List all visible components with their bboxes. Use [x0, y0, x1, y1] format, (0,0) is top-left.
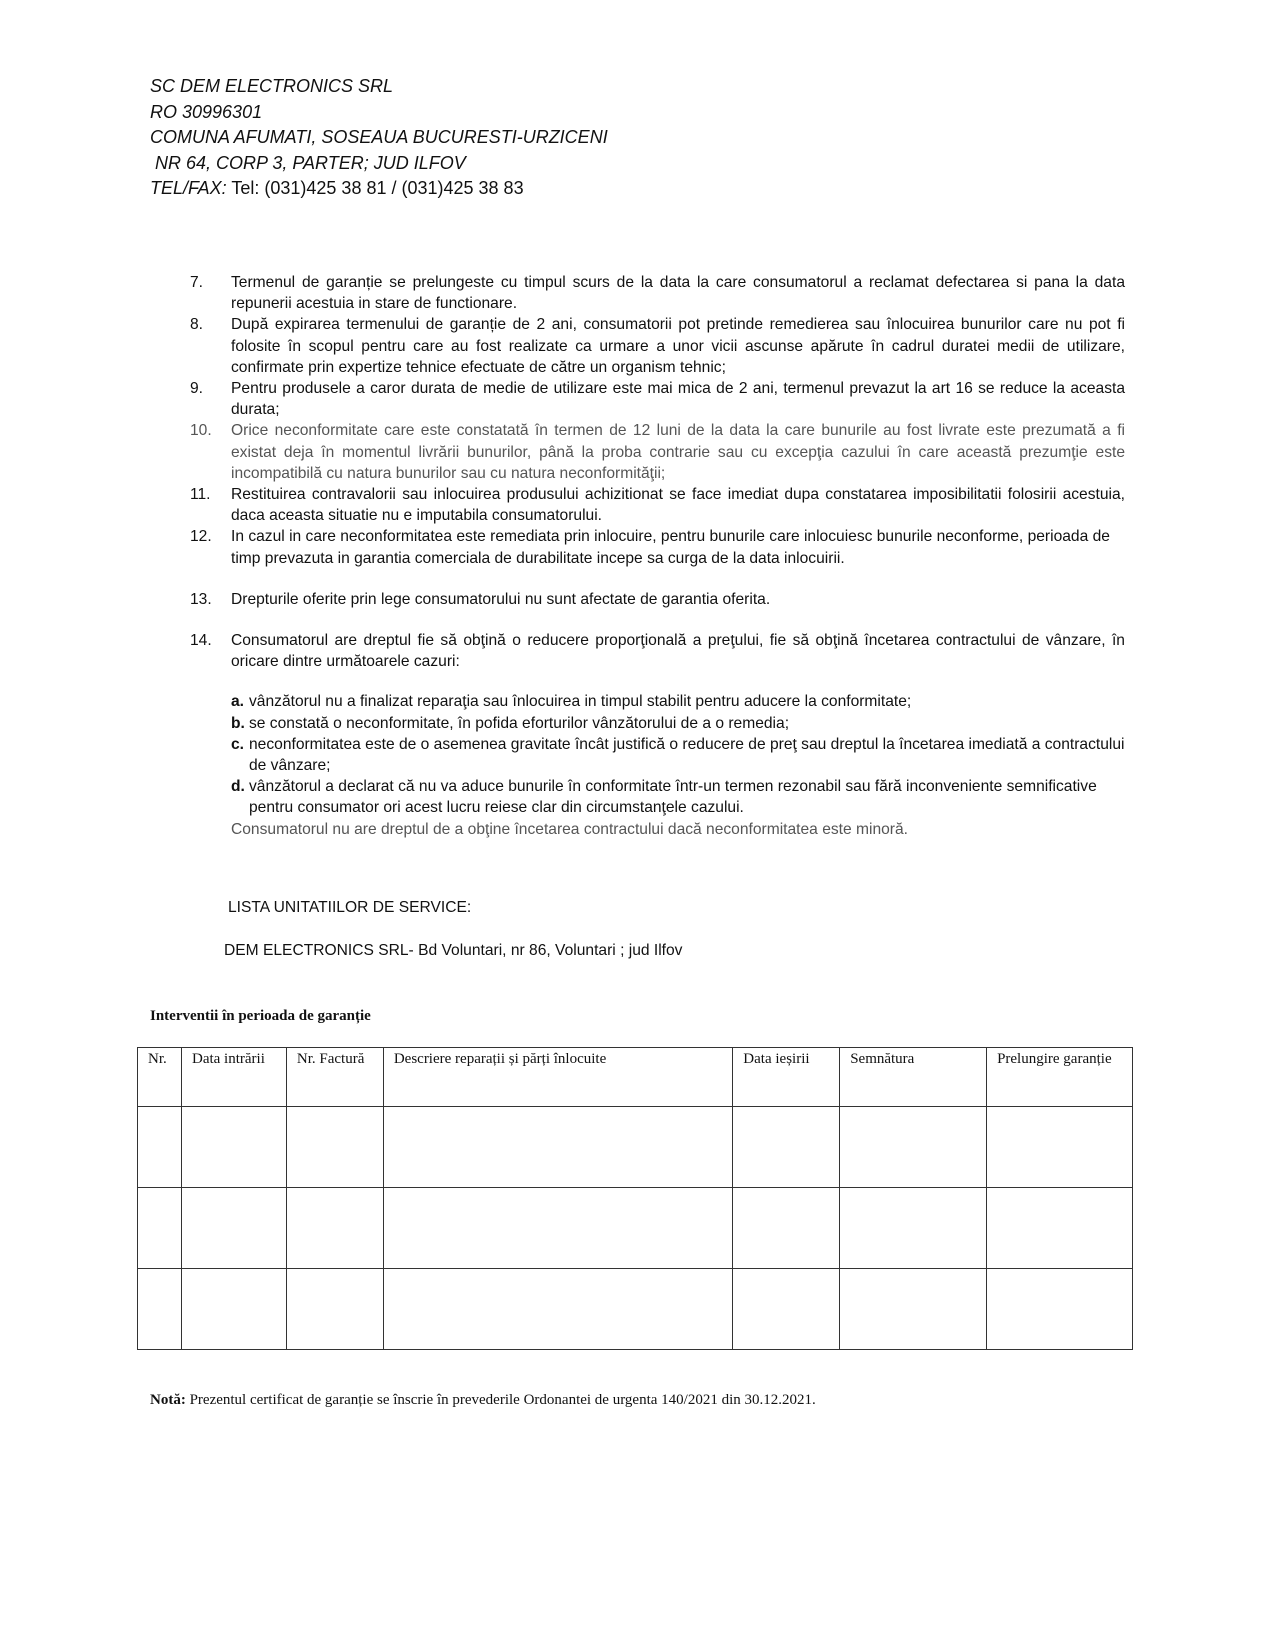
table-cell	[840, 1107, 987, 1188]
term-text: Restituirea contravalorii sau inlocuirea produsului achizitionat se face imediat dupa constatarea imposibilitatii folosirii acestuia, daca aceasta situatie nu e imputabila consumatorului.	[231, 486, 1125, 525]
term-text: In cazul in care neconformitatea este remediata prin inlocuire, pentru bunurile care inlocuiesc bunurile neconforme, perioada de timp prevazuta in garantia comerciala de durabilitate incepe sa curga de la data inlocuirii.	[231, 528, 1110, 567]
term-text: Orice neconformitate care este constatată în termen de 12 luni de la data la care bunurile au fost livrate este prezumată a fi existat deja în momentul livrării bunurilor, până la proba contrarie sau cu excepţia cazului în care această prezumţie este incompatibilă cu natura bunurilor sau cu natura neconformităţii;	[231, 422, 1125, 482]
subitem-text: neconformitatea este de o asemenea gravitate încât justifică o reducere de preţ sau dreptul la încetarea imediată a contractului de vânzare;	[249, 735, 1125, 775]
term-item	[190, 484, 1125, 526]
term-14-subitems	[190, 691, 1125, 839]
table-cell	[181, 1188, 286, 1269]
service-list-title: LISTA UNITATIILOR DE SERVICE:	[228, 899, 472, 916]
footer-note	[150, 1392, 816, 1409]
table-row	[138, 1269, 1133, 1350]
term-number: 10.	[190, 422, 212, 440]
term-item	[190, 378, 1125, 420]
subitem	[231, 776, 1125, 818]
column-header: Data intrării	[181, 1048, 286, 1107]
table-cell	[733, 1188, 840, 1269]
term-number: 8.	[190, 316, 204, 334]
term-number: 9.	[190, 380, 204, 398]
interventions-title: Interventii în perioada de garanție	[150, 1008, 371, 1024]
phone-label: TEL/FAX:	[150, 178, 227, 198]
subitem-letter: a.	[231, 693, 245, 711]
subitem-text: vânzătorul a declarat că nu va aduce bunurile în conformitate într-un termen rezonabil sau fără inconveniente semnificative pentru consumator ori acest lucru reiese clar din circumstanţele cazului.	[249, 778, 1097, 817]
table-cell	[138, 1188, 182, 1269]
table-cell	[840, 1188, 987, 1269]
table-cell	[840, 1269, 987, 1350]
column-header: Semnătura	[840, 1048, 987, 1107]
term-text: Consumatorul are dreptul fie să obţină o reducere proporţională a preţului, fie să obţină încetarea contractului de vânzare, în oricare dintre următoarele cazuri:	[231, 632, 1125, 671]
company-address-line-1: COMUNA AFUMATI, SOSEAUA BUCURESTI-URZICENI	[150, 127, 608, 147]
company-address-line-2: NR 64, CORP 3, PARTER; JUD ILFOV	[150, 152, 466, 173]
term-text: Pentru produsele a caror durata de medie de utilizare este mai mica de 2 ani, termenul prevazut la art 16 se reduce la aceasta durata;	[231, 380, 1125, 419]
column-header: Data ieșirii	[733, 1048, 840, 1107]
subitem-text: se constată o neconformitate, în pofida eforturilor vânzătorului de a o remedia;	[249, 714, 790, 732]
term-item	[190, 630, 1125, 672]
term-number: 14.	[190, 632, 212, 650]
table-cell	[383, 1107, 732, 1188]
company-header	[150, 74, 608, 202]
subitem-letter: d.	[231, 778, 245, 796]
note-label: Notă:	[150, 1392, 186, 1408]
subitem	[231, 734, 1125, 776]
service-address: DEM ELECTRONICS SRL- Bd Voluntari, nr 86, Voluntari ; jud Ilfov	[224, 942, 683, 959]
subitem-text: vânzătorul nu a finalizat reparaţia sau înlocuirea in timpul stabilit pentru aducere la conformitate;	[249, 693, 912, 711]
column-header: Nr.	[138, 1048, 182, 1107]
table-cell	[286, 1188, 383, 1269]
subitem-letter: c.	[231, 735, 245, 753]
table-cell	[383, 1269, 732, 1350]
company-cui: RO 30996301	[150, 101, 263, 122]
warranty-terms-list	[190, 272, 1125, 840]
column-header: Nr. Factură	[286, 1048, 383, 1107]
term-number: 12.	[190, 528, 212, 546]
table-cell	[987, 1107, 1133, 1188]
term-text: După expirarea termenului de garanție de 2 ani, consumatorii pot pretinde remedierea sau înlocuirea bunurilor care nu pot fi folosite în scopul pentru care au fost realizate ca urmare a unor vicii ascunse apărute în cadrul duratei medii de utilizare, confirmate prin expertize tehnice efectuate de către un organism tehnic;	[231, 316, 1125, 376]
phone-value: Tel: (031)425 38 81 / (031)425 38 83	[226, 178, 524, 198]
table-header-row	[138, 1048, 1133, 1107]
term-text: Drepturile oferite prin lege consumatorului nu sunt afectate de garantia oferita.	[231, 590, 771, 608]
subitem	[231, 691, 1125, 712]
subitems-note: Consumatorul nu are dreptul de a obţine încetarea contractului dacă neconformitatea este minoră.	[231, 820, 908, 838]
table-cell	[138, 1107, 182, 1188]
interventions-table	[137, 1047, 1133, 1350]
term-item	[190, 589, 1125, 610]
term-item	[190, 314, 1125, 378]
subitem-letter: b.	[231, 714, 245, 732]
table-row	[138, 1188, 1133, 1269]
table-cell	[181, 1107, 286, 1188]
table-cell	[286, 1269, 383, 1350]
table-cell	[383, 1188, 732, 1269]
company-phone	[150, 176, 608, 202]
table-cell	[733, 1107, 840, 1188]
table-row	[138, 1107, 1133, 1188]
term-number: 11.	[190, 486, 211, 504]
subitem	[231, 713, 1125, 734]
table-cell	[138, 1269, 182, 1350]
term-text: Termenul de garanție se prelungeste cu timpul scurs de la data la care consumatorul a reclamat defectarea si pana la data repunerii acestuia in stare de functionare.	[231, 274, 1125, 313]
table-cell	[286, 1107, 383, 1188]
note-text: Prezentul certificat de garanție se înscrie în prevederile Ordonantei de urgenta 140/2021 din 30.12.2021.	[185, 1392, 816, 1408]
term-item	[190, 272, 1125, 314]
column-header: Descriere reparații și părți înlocuite	[383, 1048, 732, 1107]
term-number: 7.	[190, 274, 204, 291]
company-name: SC DEM ELECTRONICS SRL	[150, 76, 394, 96]
term-number: 13.	[190, 590, 212, 608]
table-cell	[987, 1269, 1133, 1350]
table-cell	[181, 1269, 286, 1350]
term-item	[190, 526, 1125, 568]
table-cell	[733, 1269, 840, 1350]
term-item	[190, 420, 1125, 484]
table-cell	[987, 1188, 1133, 1269]
column-header: Prelungire garanție	[987, 1048, 1133, 1107]
